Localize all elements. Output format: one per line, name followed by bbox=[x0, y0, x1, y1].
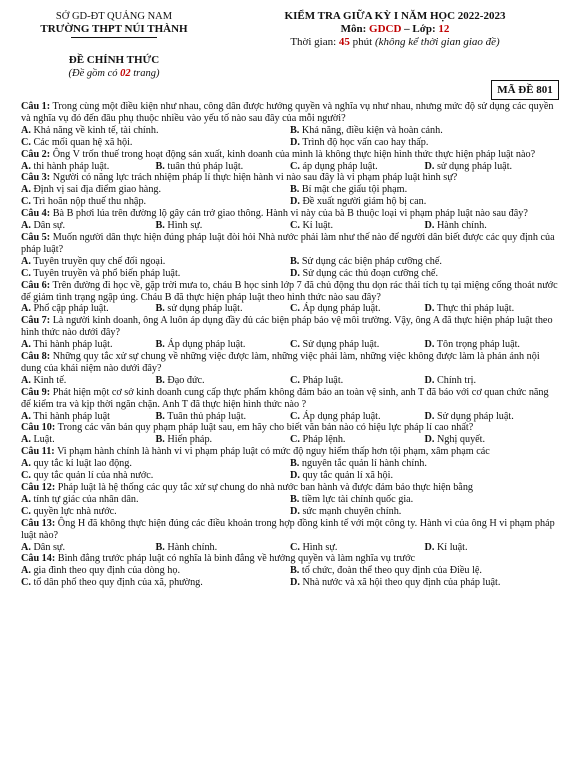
option-text: Sử dụng pháp luật. bbox=[436, 410, 514, 422]
answer-option bbox=[21, 375, 156, 387]
option-text: Sử dụng các biện pháp cưỡng chế. bbox=[301, 255, 442, 267]
exam-code-box: MÃ ĐỀ 801 bbox=[491, 80, 559, 100]
answer-option bbox=[156, 542, 291, 554]
answer-option bbox=[290, 411, 425, 423]
question-block bbox=[21, 101, 559, 149]
option-letter: A. bbox=[21, 303, 31, 315]
answer-option bbox=[156, 434, 291, 446]
answer-option bbox=[290, 303, 425, 315]
option-text: tuân thủ pháp luật. bbox=[167, 160, 244, 172]
answer-option bbox=[425, 411, 560, 423]
option-text: Kỉ luật. bbox=[436, 541, 468, 553]
answer-option bbox=[290, 137, 559, 149]
question-stem bbox=[21, 315, 559, 339]
answer-option bbox=[21, 125, 290, 137]
answer-option bbox=[290, 375, 425, 387]
option-text: sức mạnh chuyên chính. bbox=[302, 505, 402, 517]
question-stem bbox=[21, 422, 559, 434]
option-letter: B. bbox=[290, 565, 300, 577]
question-number: Câu 12: bbox=[21, 482, 56, 493]
option-letter: A. bbox=[21, 255, 31, 267]
option-text: Khả năng, điều kiện và hoàn cảnh. bbox=[301, 124, 443, 136]
option-letter: D. bbox=[424, 160, 435, 172]
option-letter: A. bbox=[21, 410, 31, 422]
options-group bbox=[21, 220, 559, 232]
option-letter: D. bbox=[290, 136, 300, 148]
options-group bbox=[21, 161, 559, 173]
option-text: Tuyên truyền quy chế đối ngoại. bbox=[33, 255, 166, 267]
answer-option bbox=[21, 542, 156, 554]
question-number: Câu 10: bbox=[21, 422, 56, 434]
option-letter: C. bbox=[21, 136, 31, 148]
option-letter: D. bbox=[424, 220, 435, 232]
option-letter: B. bbox=[155, 339, 165, 351]
answer-option bbox=[156, 220, 291, 232]
time-line: Thời gian: 45 phút (không kể thời gian giao đề) bbox=[290, 36, 500, 48]
school-name: TRƯỜNG THPT NÚI THÀNH bbox=[40, 23, 188, 35]
question-number: Câu 13: bbox=[21, 517, 56, 529]
question-stem bbox=[21, 280, 559, 304]
option-text: Kỉ luật. bbox=[302, 220, 334, 232]
question-stem bbox=[21, 208, 559, 220]
option-letter: B. bbox=[155, 374, 165, 386]
option-text: Đạo đức. bbox=[167, 374, 205, 386]
answer-option bbox=[21, 565, 290, 577]
question-text: Phát hiện một cơ sở kinh doanh cung cấp thực phẩm không đảm bảo an toàn vệ sinh, anh T đã báo với cơ quan chức năng để kiểm tra và kịp thời ngăn chặn. Anh T đã thực hiện hình thức nào ? bbox=[21, 386, 549, 410]
answer-option bbox=[290, 565, 559, 577]
question-block bbox=[21, 208, 559, 232]
option-text: Định vị sai địa điểm giao hàng. bbox=[33, 184, 162, 196]
options-group bbox=[21, 434, 559, 446]
option-text: quy tắc kỉ luật lao động. bbox=[33, 458, 132, 470]
option-text: Thực thi pháp luật. bbox=[436, 303, 515, 315]
options-group bbox=[21, 494, 559, 518]
option-text: Thi hành pháp luật. bbox=[33, 339, 113, 351]
answer-option bbox=[290, 542, 425, 554]
question-block bbox=[21, 446, 559, 482]
option-text: Hình sự. bbox=[167, 220, 203, 232]
option-letter: D. bbox=[424, 410, 435, 422]
answer-option bbox=[290, 268, 559, 280]
answer-option bbox=[156, 303, 291, 315]
question-stem bbox=[21, 553, 559, 565]
option-text: quyền lực nhà nước. bbox=[33, 505, 117, 517]
option-letter: C. bbox=[21, 470, 31, 482]
answer-option bbox=[21, 470, 290, 482]
option-letter: C. bbox=[290, 541, 300, 553]
option-text: Kinh tế. bbox=[33, 374, 67, 386]
question-number: Câu 2: bbox=[21, 148, 51, 160]
options-group bbox=[21, 542, 559, 554]
option-letter: D. bbox=[290, 577, 300, 589]
option-letter: D. bbox=[424, 541, 435, 553]
option-letter: C. bbox=[21, 505, 31, 517]
answer-option bbox=[21, 256, 290, 268]
question-text: Người có năng lực trách nhiệm pháp lí thực hiện hành vi nào sau đây là vi phạm pháp luật hình sự? bbox=[52, 172, 458, 184]
question-text: Trên đường đi học về, gặp trời mưa to, cháu B học sinh lớp 7 đã chủ động thu dọn rác thải tích tụ tại miệng cống thoát nước để giảm tình trạng ngập úng. Cháu B đã thực hiện pháp luật theo hình thức nào sau đây? bbox=[21, 279, 558, 303]
option-text: gia đình theo quy định của dòng họ. bbox=[33, 565, 181, 577]
options-group bbox=[21, 125, 559, 149]
option-letter: B. bbox=[155, 434, 165, 446]
option-letter: C. bbox=[290, 220, 300, 232]
question-stem bbox=[21, 387, 559, 411]
option-text: quy tắc quản lí của nhà nước. bbox=[33, 470, 154, 482]
question-number: Câu 9: bbox=[21, 386, 51, 398]
option-letter: A. bbox=[21, 565, 31, 577]
option-letter: B. bbox=[290, 458, 300, 470]
answer-option bbox=[156, 339, 291, 351]
question-number: Câu 4: bbox=[21, 208, 51, 220]
option-text: Khả năng về kinh tế, tài chính. bbox=[33, 124, 159, 136]
answer-option bbox=[425, 303, 560, 315]
option-letter: D. bbox=[424, 434, 435, 446]
option-letter: D. bbox=[424, 339, 435, 351]
answer-option bbox=[21, 506, 290, 518]
answer-option bbox=[290, 196, 559, 208]
option-text: thi hành pháp luật. bbox=[33, 160, 110, 172]
answer-option bbox=[21, 577, 290, 589]
answer-option bbox=[425, 161, 560, 173]
option-text: Tuyên truyền và phổ biến pháp luật. bbox=[33, 267, 181, 279]
option-text: Áp dụng pháp luật. bbox=[302, 303, 381, 315]
answer-option bbox=[290, 494, 559, 506]
answer-option bbox=[21, 339, 156, 351]
option-letter: B. bbox=[290, 184, 300, 196]
option-text: quy tắc quản lí xã hội. bbox=[302, 470, 393, 482]
question-text: Ông H đã không thực hiện đúng các điều khoản trong hợp đồng kinh tế với một công ty. Hành vi của ông H vi phạm pháp luật nào? bbox=[21, 517, 555, 541]
question-text: Muốn người dân thực hiện đúng pháp luật đòi hỏi Nhà nước phải làm như thế nào để người dân biết được các quy định của pháp luật? bbox=[21, 231, 555, 255]
question-text: Trong cùng một điều kiện như nhau, công dân được hưởng quyền và nghĩa vụ như nhau, nhưng mức độ sử dụng các quyền và nghĩa vụ đó đến đâu phụ thuộc nhiều vào yếu tố nào sau đây của mỗi người? bbox=[21, 101, 554, 124]
question-number: Câu 14: bbox=[21, 553, 56, 565]
question-stem bbox=[21, 351, 559, 375]
option-text: áp dụng pháp luật. bbox=[302, 160, 378, 172]
question-number: Câu 6: bbox=[21, 279, 51, 291]
option-text: Pháp lệnh. bbox=[302, 434, 346, 446]
option-text: tiềm lực tài chính quốc gia. bbox=[301, 493, 414, 505]
option-text: Luật. bbox=[33, 434, 55, 446]
answer-option bbox=[21, 458, 290, 470]
question-number: Câu 7: bbox=[21, 315, 51, 327]
option-letter: C. bbox=[21, 577, 31, 589]
question-text: Pháp luật là hệ thống các quy tắc xử sự chung do nhà nước ban hành và được đảm bảo thực hiện bằng bbox=[57, 482, 474, 493]
option-letter: A. bbox=[21, 124, 31, 136]
answer-option bbox=[290, 256, 559, 268]
answer-option bbox=[21, 434, 156, 446]
answer-option bbox=[425, 339, 560, 351]
answer-option bbox=[290, 506, 559, 518]
question-block bbox=[21, 149, 559, 173]
question-block bbox=[21, 172, 559, 208]
option-text: Hành chính. bbox=[436, 220, 487, 232]
option-letter: B. bbox=[155, 220, 165, 232]
question-stem bbox=[21, 232, 559, 256]
answer-option bbox=[290, 577, 559, 589]
exam-title: KIỂM TRA GIỮA KỲ I NĂM HỌC 2022-2023 bbox=[284, 10, 506, 22]
option-letter: D. bbox=[424, 303, 435, 315]
answer-option bbox=[156, 161, 291, 173]
option-text: Sử dụng pháp luật. bbox=[302, 339, 380, 351]
question-block bbox=[21, 518, 559, 554]
option-text: Trình độ học vấn cao hay thấp. bbox=[302, 136, 429, 148]
option-letter: A. bbox=[21, 434, 31, 446]
option-letter: C. bbox=[290, 434, 300, 446]
answer-option bbox=[425, 434, 560, 446]
option-text: Trì hoãn nộp thuế thu nhập. bbox=[33, 196, 147, 208]
official-label: ĐỀ CHÍNH THỨC bbox=[68, 54, 160, 66]
question-block bbox=[21, 280, 559, 316]
option-text: tính tự giác của nhân dân. bbox=[33, 493, 139, 505]
option-letter: D. bbox=[290, 196, 300, 208]
question-block bbox=[21, 422, 559, 446]
option-text: Pháp luật. bbox=[302, 374, 344, 386]
options-group bbox=[21, 256, 559, 280]
option-letter: C. bbox=[21, 196, 31, 208]
option-text: Dân sự. bbox=[33, 541, 66, 553]
header-rule bbox=[71, 37, 157, 38]
option-letter: D. bbox=[290, 470, 300, 482]
question-text: Trong các văn bản quy phạm pháp luật sau, em hãy cho biết văn bản nào có hiệu lực pháp lí cao nhất? bbox=[57, 422, 474, 434]
option-letter: D. bbox=[424, 374, 435, 386]
question-stem bbox=[21, 446, 559, 458]
option-text: sử dụng pháp luật. bbox=[436, 160, 513, 172]
answer-option bbox=[21, 196, 290, 208]
options-group bbox=[21, 339, 559, 351]
option-text: Đề xuất người giám hộ bị can. bbox=[302, 196, 427, 208]
answer-option bbox=[21, 161, 156, 173]
answer-option bbox=[21, 303, 156, 315]
question-number: Câu 8: bbox=[21, 351, 51, 363]
option-text: tổ dân phố theo quy định của xã, phường. bbox=[33, 577, 203, 589]
answer-option bbox=[425, 542, 560, 554]
option-text: Chính trị. bbox=[436, 374, 477, 386]
option-letter: A. bbox=[21, 220, 31, 232]
answer-option bbox=[21, 268, 290, 280]
answer-option bbox=[290, 470, 559, 482]
question-block bbox=[21, 387, 559, 423]
option-letter: A. bbox=[21, 184, 31, 196]
header-left bbox=[14, 10, 214, 80]
options-group bbox=[21, 303, 559, 315]
question-block bbox=[21, 232, 559, 280]
option-text: Nhà nước và xã hội theo quy định của pháp luật. bbox=[302, 577, 501, 589]
question-stem bbox=[21, 101, 559, 125]
time-note: (không kể thời gian giao đề) bbox=[374, 36, 500, 48]
option-letter: A. bbox=[21, 339, 31, 351]
option-letter: C. bbox=[290, 339, 300, 351]
answer-option bbox=[156, 411, 291, 423]
option-letter: B. bbox=[155, 160, 165, 172]
option-text: Các mối quan hệ xã hội. bbox=[33, 136, 133, 148]
question-stem bbox=[21, 172, 559, 184]
option-letter: B. bbox=[155, 541, 165, 553]
question-block bbox=[21, 351, 559, 387]
question-stem bbox=[21, 518, 559, 542]
exam-code: 801 bbox=[536, 84, 553, 96]
answer-option bbox=[21, 184, 290, 196]
question-text: Ông V trốn thuế trong hoạt động sản xuất, kinh doanh của mình là không thực hiện hình thức thực hiện pháp luật nào? bbox=[52, 148, 536, 160]
options-group bbox=[21, 458, 559, 482]
option-text: Hình sự. bbox=[302, 541, 338, 553]
option-letter: A. bbox=[21, 160, 31, 172]
options-group bbox=[21, 375, 559, 387]
answer-option bbox=[290, 339, 425, 351]
question-block bbox=[21, 315, 559, 351]
answer-option bbox=[425, 220, 560, 232]
answer-option bbox=[425, 375, 560, 387]
option-text: Tôn trọng pháp luật. bbox=[436, 339, 520, 351]
answer-option bbox=[21, 220, 156, 232]
option-letter: B. bbox=[155, 303, 165, 315]
answer-option bbox=[156, 375, 291, 387]
subject-line: Môn: GDCD – Lớp: 12 bbox=[340, 23, 450, 35]
option-letter: A. bbox=[21, 374, 31, 386]
question-text: Bà B phơi lúa trên đường lộ gây cản trở giao thông. Hành vi này của bà B thuộc loại vi phạm pháp luật nào sau đây? bbox=[52, 208, 528, 220]
answer-option bbox=[290, 184, 559, 196]
question-list bbox=[21, 101, 559, 589]
answer-option bbox=[290, 161, 425, 173]
option-text: Hiến pháp. bbox=[167, 434, 213, 446]
question-text: Là người kinh doanh, ông A luôn áp dụng đầy đủ các biện pháp bảo vệ môi trường. Vậy, ông A đã thực hiện pháp luật theo hình thức nào dưới đây? bbox=[21, 315, 553, 339]
answer-option bbox=[290, 220, 425, 232]
option-letter: B. bbox=[290, 493, 300, 505]
option-text: Thi hành pháp luật bbox=[33, 410, 110, 422]
option-letter: A. bbox=[21, 458, 31, 470]
option-text: Bí mật che giấu tội phạm. bbox=[301, 184, 408, 196]
options-group bbox=[21, 184, 559, 208]
time-value: 45 bbox=[338, 36, 350, 48]
option-letter: B. bbox=[290, 255, 300, 267]
question-block bbox=[21, 482, 559, 518]
option-letter: D. bbox=[290, 267, 300, 279]
option-text: Dân sự. bbox=[33, 220, 66, 232]
option-text: sử dụng pháp luật. bbox=[167, 303, 243, 315]
question-stem bbox=[21, 482, 559, 494]
option-text: Nghị quyết. bbox=[436, 434, 486, 446]
question-text: Bình đẳng trước pháp luật có nghĩa là bình đẳng về hưởng quyền và làm nghĩa vụ trước bbox=[57, 553, 416, 565]
option-letter: B. bbox=[290, 124, 300, 136]
option-letter: D. bbox=[290, 505, 300, 517]
option-text: Tuân thủ pháp luật. bbox=[167, 410, 247, 422]
question-text: Những quy tắc xử sự chung về những việc được làm, những việc phải làm, những việc không được làm là phản ánh nội dung của khái niệm nào dưới đây? bbox=[21, 351, 540, 374]
option-letter: C. bbox=[290, 160, 300, 172]
exam-header bbox=[0, 0, 573, 104]
option-letter: A. bbox=[21, 541, 31, 553]
option-letter: A. bbox=[21, 493, 31, 505]
header-right bbox=[230, 10, 560, 49]
options-group bbox=[21, 411, 559, 423]
question-number: Câu 5: bbox=[21, 231, 51, 243]
answer-option bbox=[21, 494, 290, 506]
question-block bbox=[21, 553, 559, 589]
option-text: nguyên tắc quản lí hành chính. bbox=[301, 458, 427, 470]
question-number: Câu 11: bbox=[21, 446, 55, 458]
option-text: Hành chính. bbox=[167, 541, 218, 553]
answer-option bbox=[290, 434, 425, 446]
page-count-note: (Đề gồm có 02 trang) bbox=[68, 68, 160, 79]
answer-option bbox=[21, 411, 156, 423]
option-letter: C. bbox=[290, 303, 300, 315]
answer-option bbox=[290, 458, 559, 470]
question-stem bbox=[21, 149, 559, 161]
subject-name: GDCD bbox=[369, 23, 402, 35]
option-text: Áp dụng pháp luật. bbox=[167, 339, 246, 351]
question-number: Câu 1: bbox=[21, 101, 51, 112]
option-letter: C. bbox=[290, 410, 300, 422]
options-group bbox=[21, 565, 559, 589]
option-letter: C. bbox=[290, 374, 300, 386]
option-letter: C. bbox=[21, 267, 31, 279]
option-text: Phổ cập pháp luật. bbox=[33, 303, 109, 315]
question-text: Vi phạm hành chính là hành vi vi phạm pháp luật có mức độ nguy hiểm thấp hơn tội phạm, xâm phạm các bbox=[57, 446, 490, 458]
grade-number: 12 bbox=[438, 23, 450, 35]
answer-option bbox=[21, 137, 290, 149]
department-name: SỞ GD-ĐT QUẢNG NAM bbox=[55, 11, 173, 22]
answer-option bbox=[290, 125, 559, 137]
question-number: Câu 3: bbox=[21, 172, 51, 184]
option-letter: B. bbox=[155, 410, 165, 422]
option-text: tổ chức, đoàn thể theo quy định của Điều lệ. bbox=[301, 565, 482, 577]
option-text: Sử dụng các thủ đoạn cưỡng chế. bbox=[302, 267, 438, 279]
page-count: 02 bbox=[120, 68, 131, 79]
option-text: Áp dụng pháp luật. bbox=[302, 410, 381, 422]
